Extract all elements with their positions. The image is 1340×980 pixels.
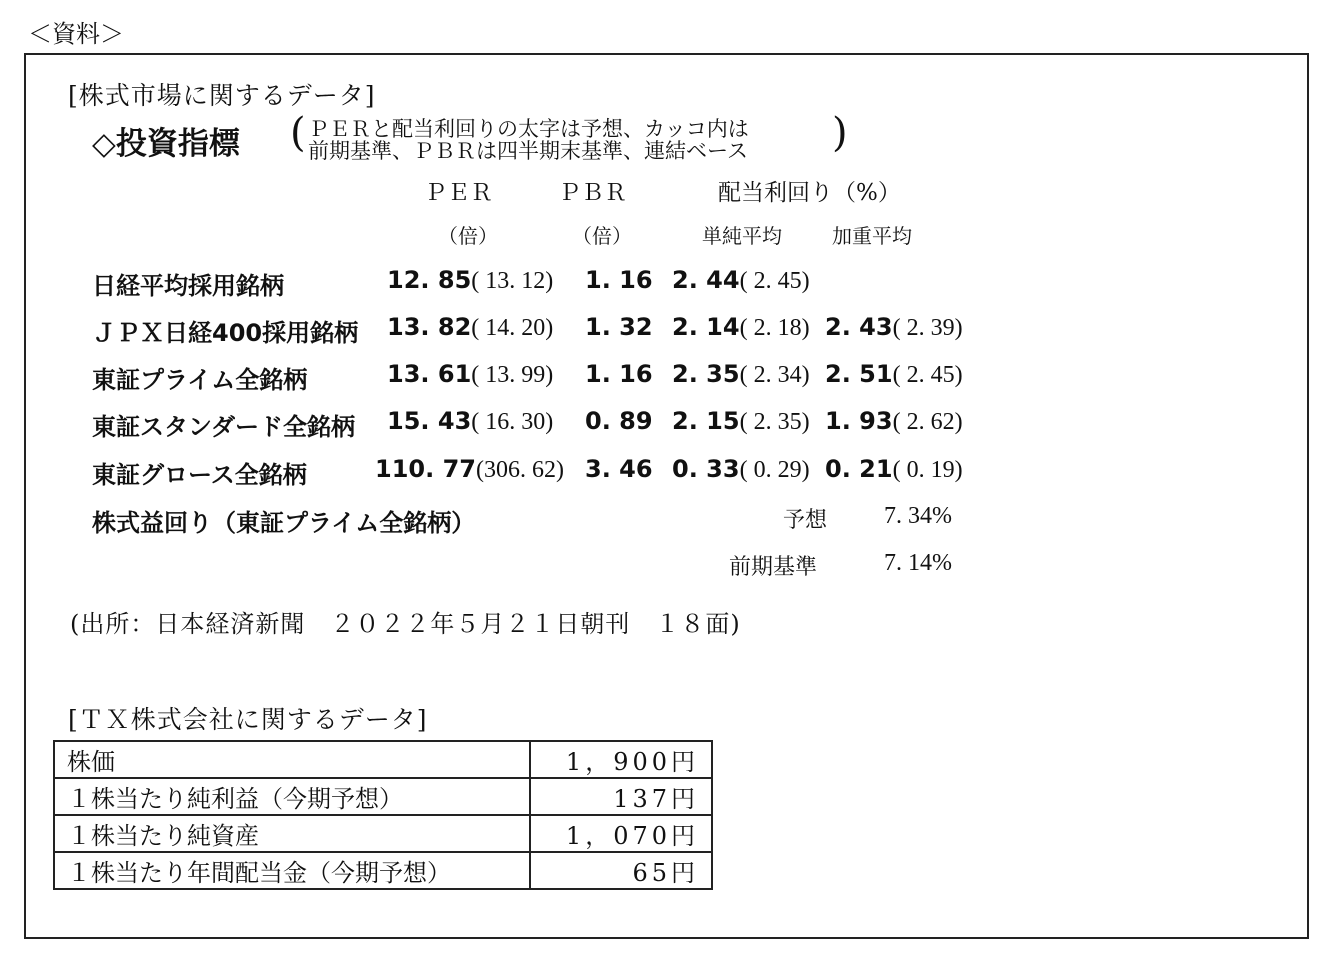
row-label: 日経平均採用銘柄: [92, 272, 284, 300]
table-row: [54, 852, 712, 889]
col-dividend-header: 配当利回り（%）: [718, 180, 901, 206]
simple-yield-value: 2. 15( 2. 35): [672, 407, 810, 435]
tx-data-table: [53, 740, 713, 890]
pbr-value: 1. 16: [585, 266, 653, 294]
col-weighted-avg: 加重平均: [832, 224, 912, 248]
simple-yield-value: 0. 33( 0. 29): [672, 455, 810, 483]
table-cell-label: １株当たり年間配当金（今期予想）: [54, 852, 530, 889]
simple-yield-value: 2. 14( 2. 18): [672, 313, 810, 341]
simple-yield-value: 2. 44( 2. 45): [672, 266, 810, 294]
table-cell-value: 65円: [530, 852, 712, 889]
weighted-yield-value: 2. 51( 2. 45): [825, 360, 963, 388]
note-line-2: 前期基準、ＰＢＲは四半期末基準、連結ベース: [308, 139, 748, 163]
table-cell-label: １株当たり純資産: [54, 815, 530, 852]
earnings-yield-forecast-value: 7. 34%: [884, 503, 952, 529]
earnings-yield-prev-value: 7. 14%: [884, 550, 952, 576]
note-line-1: ＰＥＲと配当利回りの太字は予想、カッコ内は: [308, 117, 749, 141]
note-close-paren: ): [832, 110, 848, 156]
pbr-value: 1. 16: [585, 360, 653, 388]
pbr-value: 0. 89: [585, 407, 653, 435]
row-label: ＪＰＸ日経400採用銘柄: [92, 319, 359, 347]
table-row: [54, 778, 712, 815]
earnings-yield-forecast-label: 予想: [783, 508, 828, 533]
weighted-yield-value: 1. 93( 2. 62): [825, 407, 963, 435]
note-open-paren: (: [290, 110, 306, 156]
per-value: 110. 77(306. 62): [375, 455, 564, 483]
col-per-unit: （倍）: [438, 224, 498, 248]
row-label: 東証スタンダード全銘柄: [92, 413, 356, 441]
col-per-header: ＰＥＲ: [424, 180, 493, 206]
table-cell-label: １株当たり純利益（今期予想）: [54, 778, 530, 815]
earnings-yield-prev-label: 前期基準: [729, 555, 818, 580]
table-cell-value: 1，070円: [530, 815, 712, 852]
per-value: 12. 85( 13. 12): [387, 266, 554, 294]
pbr-value: 1. 32: [585, 313, 653, 341]
per-value: 13. 82( 14. 20): [387, 313, 554, 341]
weighted-yield-value: 0. 21( 0. 19): [825, 455, 963, 483]
row-label: 東証グロース全銘柄: [92, 461, 307, 489]
earnings-yield-label: 株式益回り（東証プライム全銘柄）: [92, 509, 476, 537]
col-pbr-unit: （倍）: [572, 224, 632, 248]
source-citation: (出所：日本経済新聞 ２０２２年５月２１日朝刊 １８面): [70, 610, 741, 638]
table-cell-value: 1，900円: [530, 741, 712, 778]
col-pbr-header: ＰＢＲ: [558, 180, 627, 206]
table-cell-label: 株価: [54, 741, 530, 778]
table-row: [54, 815, 712, 852]
weighted-yield-value: 2. 43( 2. 39): [825, 313, 963, 341]
row-label: 東証プライム全銘柄: [92, 366, 308, 394]
per-value: 13. 61( 13. 99): [387, 360, 554, 388]
tx-section-title: [ＴＸ株式会社に関するデータ]: [68, 705, 428, 734]
investment-index-title: ◇投資指標: [92, 126, 240, 162]
simple-yield-value: 2. 35( 2. 34): [672, 360, 810, 388]
table-cell-value: 137円: [530, 778, 712, 815]
table-row: [54, 741, 712, 778]
document-heading: ＜資料＞: [28, 20, 124, 48]
per-value: 15. 43( 16. 30): [387, 407, 554, 435]
market-section-title: [株式市場に関するデータ]: [68, 81, 376, 110]
pbr-value: 3. 46: [585, 455, 653, 483]
col-simple-avg: 単純平均: [702, 224, 782, 248]
